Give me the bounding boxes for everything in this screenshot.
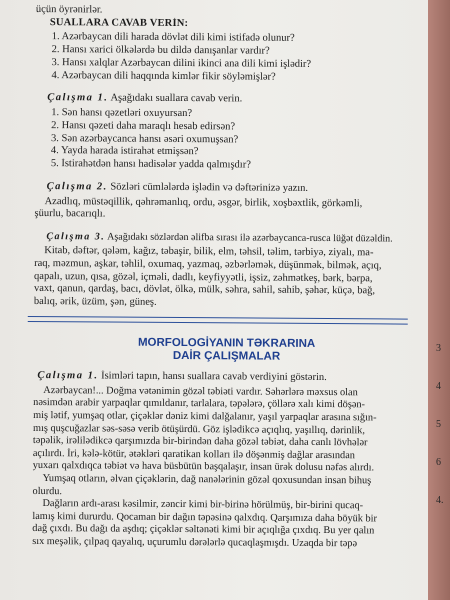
exercise1-list [35,107,421,174]
section-title [33,336,419,365]
exercise2-heading [47,181,421,196]
exercise-m1-label: Çalışma 1. [37,370,99,382]
text-line: balıq, ərik, üzüm, şən, güneş. [33,295,157,308]
text-line: təpəlik, irəlilədikcə qarşımızda bir-birindən daha gözəl təbiət, daha canlı lövhələr [32,435,368,449]
text-line: Dağların ardı-arası kəsilmir, zəncir kimi bir-birinə hörülmüş, bir-birini qucaq- [42,498,364,512]
text-line: vaxt, qanun, qardaş, bacı, dövlət, ölkə, mülk, səhra, sahil, sahib, şəhər, küçə, bağ, [33,283,376,297]
margin-mark: 4. [436,495,444,506]
text-line: Azərbaycan!... Doğma vətənimin gözəl təbiəti vardır. Səhərlərə məxsus olan [43,384,358,399]
exercise-m1-body [32,385,419,551]
exercise3-text: Aşağıdakı sözlərdən əlifba sırası ilə azərbaycanca-rusca lüğət düzəldin. [105,231,393,245]
text-line: açılırdı. İri, kələ-kötür, ətəkləri qaratikan kolları ilə döşənmiş dağlar arasından [32,447,355,462]
text-line: lamış kimi dururdu. Qocaman bir dağın təpəsinə qalxdıq. Qarşımıza daha böyük bir [32,510,378,525]
text-line: mış quşcuğazlar səs-səsə verib ötüşürdü. Göz işlədikcə açıqlıq, yaşıllıq, dərinlik, [32,422,366,436]
text-line: dağ çıxdı. Bu dağı da aşdıq; çiçəklər səltənəti kimi bir açıqlığa çıxdıq. Bu yer qalın [32,523,375,537]
adjacent-page-marks [436,330,450,520]
section-title-line2: DAİR ÇALIŞMALAR [172,350,281,364]
list-item: 3. Sən azərbaycanca hansı əsəri oxumuşsan? [50,132,239,145]
text-line: Azadlıq, müstəqillik, qəhrəmanlıq, ordu, əsgər, birlik, xoşbəxtlik, görkəmli, [44,195,363,209]
exercise2-text: Sözləri cümlələrdə işlədin və dəftərinizə yazın. [107,181,309,194]
questions-heading: SUALLARA CAVAB VERİN: [49,16,189,29]
margin-mark: 3 [436,343,441,354]
questions-list [35,31,421,85]
text-line: olurdu. [32,485,63,497]
text-line: Yumşaq otların, əlvan çiçəklərin, dağ nanələrinin gözəl qoxusundan insan bihuş [42,473,372,487]
list-item: 4. Azərbaycan dili haqqında kimlər fikir söyləmişlər? [51,69,276,83]
text-line: şüurlu, bacarıqlı. [34,208,106,220]
text-line: sıx meşəlik, çılpaq qayalıq, uçurumlu dərələrlə qucaqlaşmışdı. Uzaqda bir təpə [32,536,358,550]
exercise1-heading [47,92,421,107]
margin-mark: 4 [436,381,441,392]
list-item: 2. Hansı qəzeti daha maraqlı hesab edirsən? [51,119,236,133]
list-item: 1. Azərbaycan dili harada dövlət dili kimi istifadə olunur? [51,31,295,44]
exercise3-heading [46,231,420,246]
section-title-line1: MORFOLOGİYANIN TƏKRARINA [137,337,316,351]
margin-mark: 6 [436,457,441,468]
section-divider [28,316,408,325]
text-line: miş lətif, yumşaq otlar, çiçəklər dəniz kimi dalğalanır, yaşıl yarpaqlar arasına sığın- [33,410,377,424]
list-item: 2. Hansı xarici ölkələrdə bu dildə danışanlar vardır? [51,44,270,57]
exercise2-body [34,196,420,224]
exercise-m1-heading [37,370,419,385]
exercise2-label: Çalışma 2. [46,181,108,193]
page-content [32,0,422,551]
exercise1-label: Çalışma 1. [47,92,109,104]
text-line: qapalı, uzun, qısa, gözəl, içməli, dadlı, keyfiyyətli, işsiz, zəhmətkeş, bərk, bərpa, [34,270,373,284]
list-item: 4. Yayda harada istirahət etmişsən? [50,145,199,158]
list-item: 5. İstirahətdən hansı hadisələr yadda qalmışdır? [50,158,251,171]
text-line: raq, məzmun, aşkar, təhlil, oxumaq, yazmaq, əzbərləmək, düşünmək, bilmək, açıq, [34,257,382,272]
exercise3-label: Çalışma 3. [46,230,106,243]
text-line: Kitab, dəftər, qələm, kağız, təbaşir, bilik, elm, təhsil, təlim, tərbiyə, ziyalı, ma- [44,245,374,259]
exercise1-text: Aşağıdakı suallara cavab verin. [108,92,243,105]
list-item: 3. Hansı xalqlar Azərbaycan dilini ikinci ana dili kimi işlədir? [51,56,312,70]
top-line: üçün öyrənirlər. [35,3,103,16]
text-line: nəsimdən arabir yarpaqlar qımıldanır, tarlalara, təpələrə, çöllərə xalı kimi döşən- [33,397,366,411]
margin-mark: 5 [436,419,441,430]
exercise3-body [34,245,420,311]
text-line: yuxarı qalxdıqca təbiət və hava büsbütün başqalaşır, insan ürək dolusu nəfəs alırdı. [32,460,375,474]
list-item: 1. Sən hansı qəzetləri oxuyursan? [51,107,193,120]
exercise-m1-text: İsimləri tapın, hansı suallara cavab verdiyini göstərin. [98,370,327,384]
